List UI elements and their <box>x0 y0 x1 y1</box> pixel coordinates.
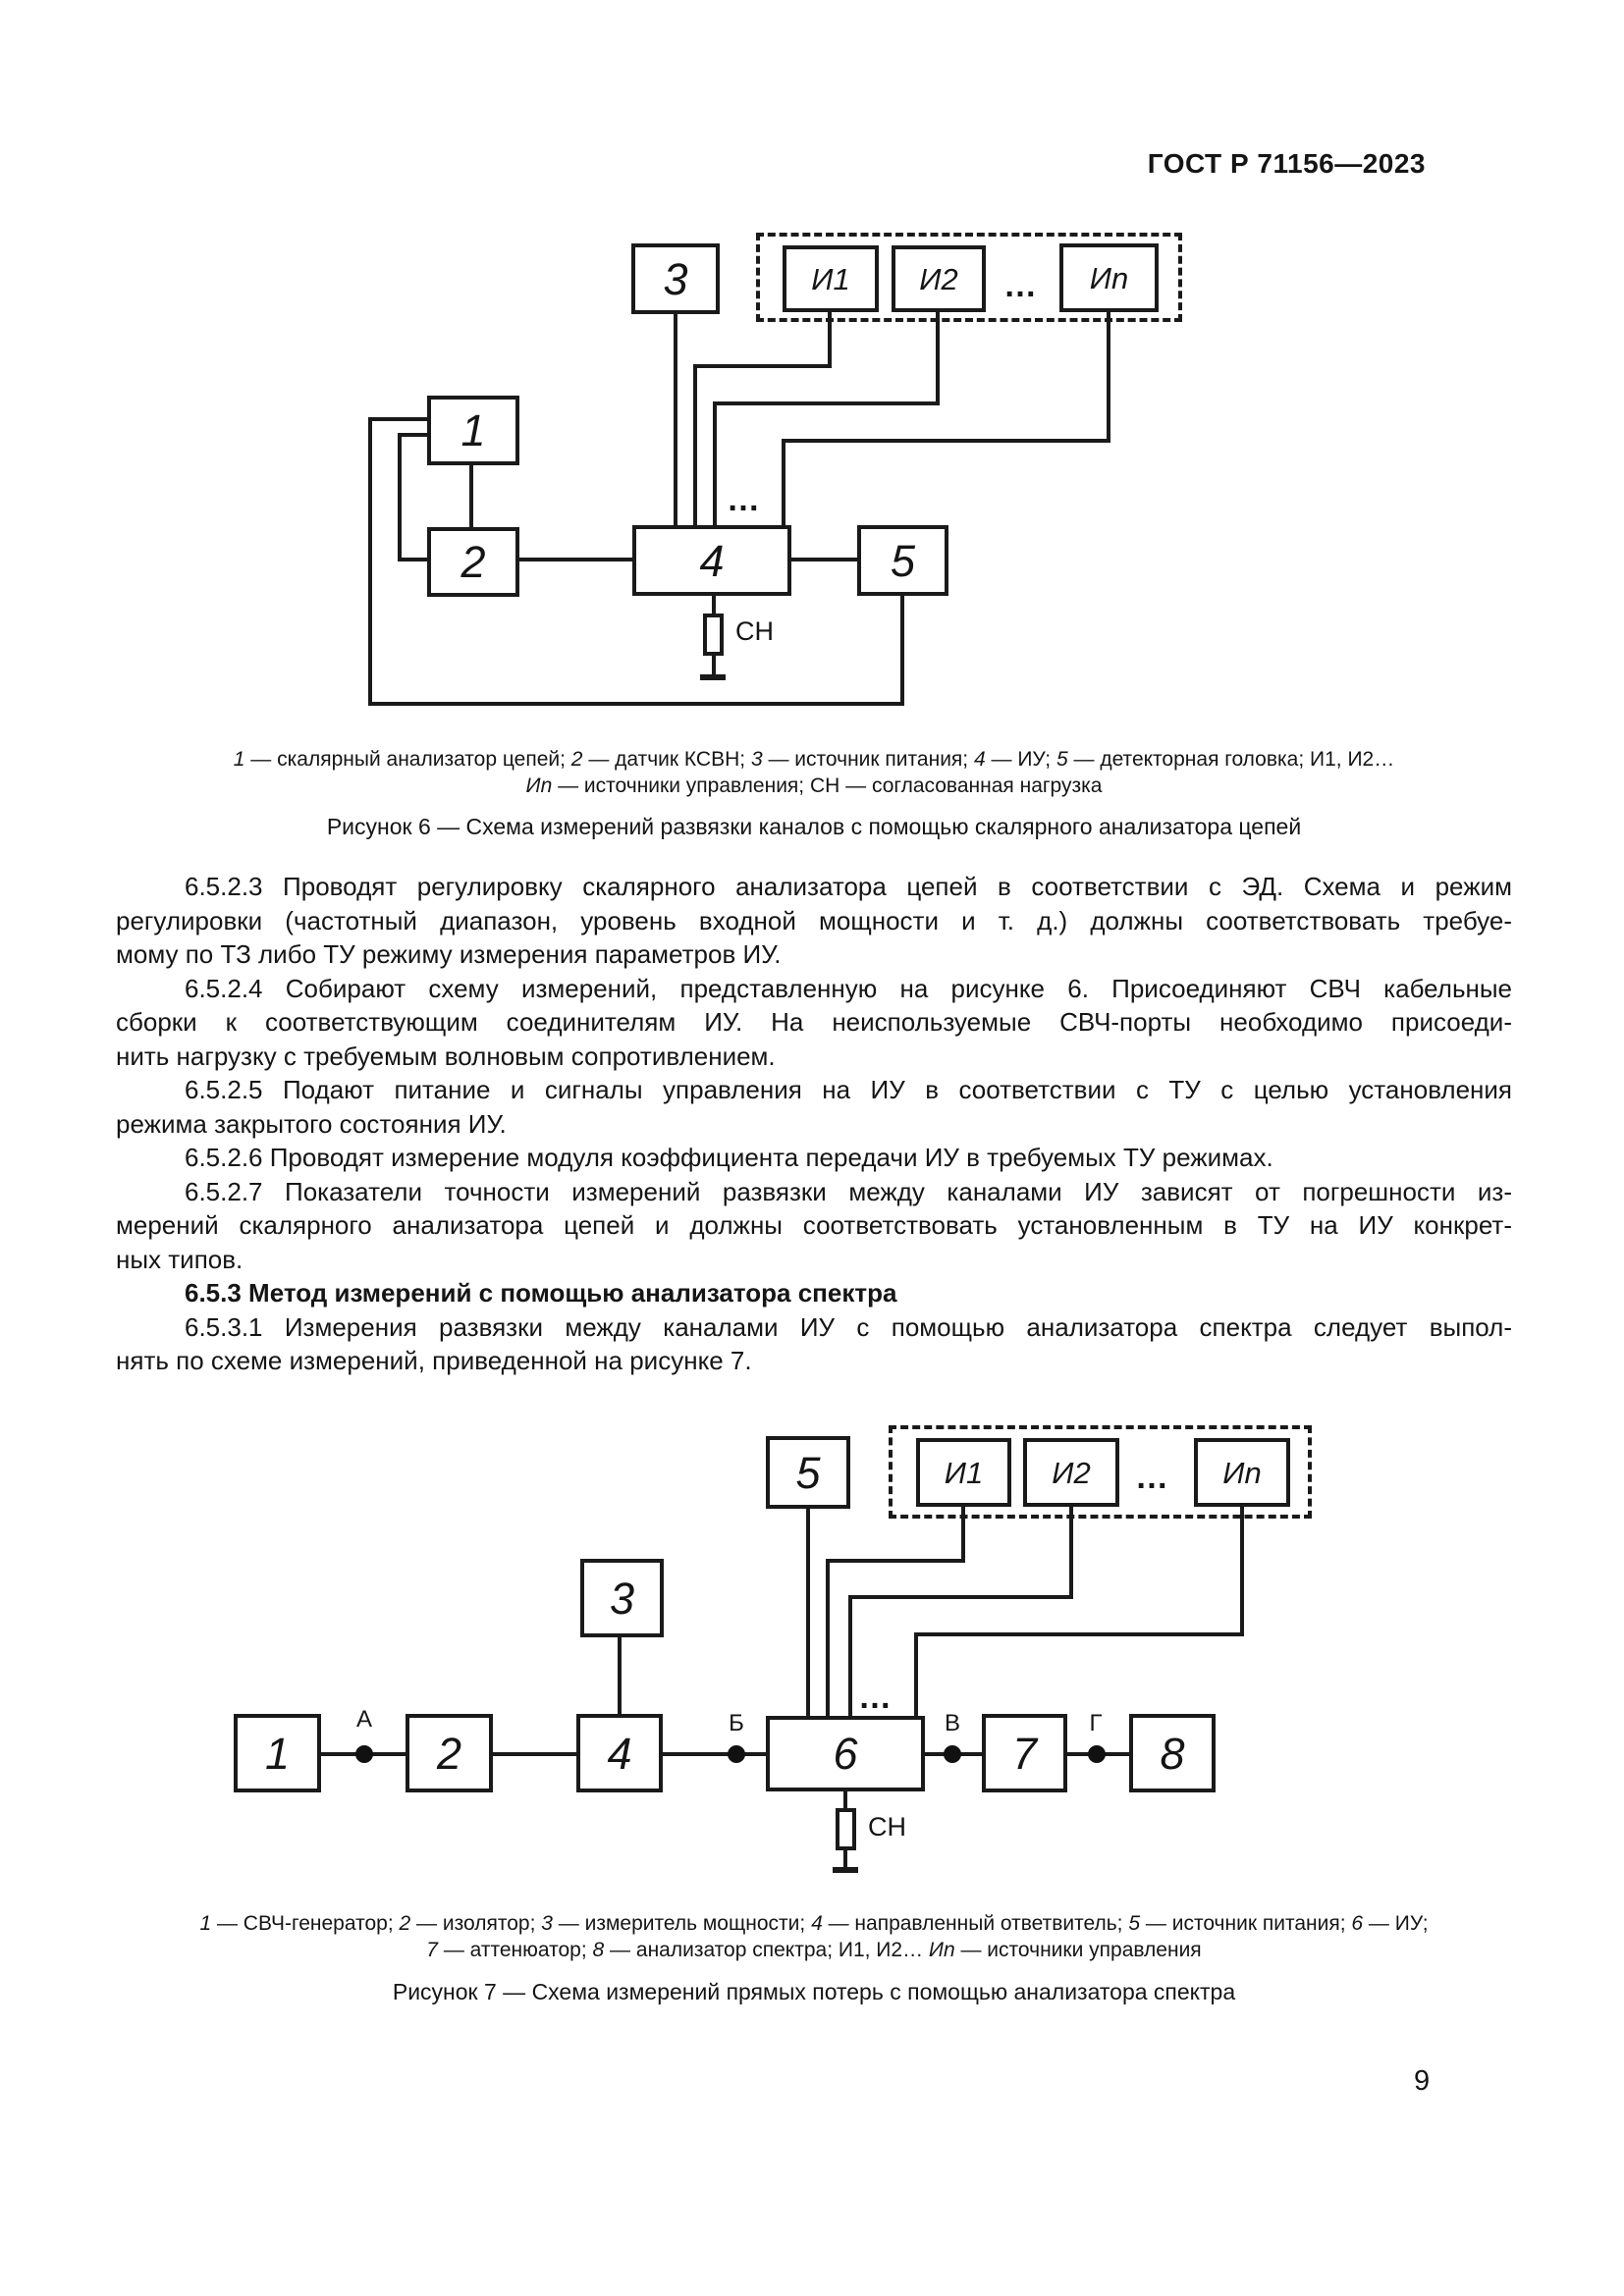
paragraph-line: 6.5.3.1 Измерения развязки между каналами ИУ с помощью анализатора спектра следует выпол- <box>185 1311 1512 1342</box>
paragraph-line: регулировки (частотный диапазон, уровень входной мощности и т. д.) должны соответствовать требуе- <box>116 905 1512 935</box>
paragraph-line: мерений скалярного анализатора цепей и должны соответствовать установленным в ТУ на ИУ конкрет- <box>116 1210 1512 1240</box>
paragraph-line: мому по ТЗ либо ТУ режиму измерения параметров ИУ. <box>116 939 782 969</box>
caption-segment: — датчик КСВН; <box>582 748 751 771</box>
fig7-node-g <box>1088 1745 1106 1763</box>
fig7-sources-ellipsis: … <box>1135 1459 1171 1496</box>
connector-line <box>1240 1507 1244 1636</box>
fig7-point-g-label: Г <box>1089 1710 1103 1736</box>
caption-segment: 5 <box>1056 748 1068 771</box>
caption-segment: 6 <box>1351 1912 1364 1935</box>
caption-segment: — аттенюатор; <box>437 1939 593 1961</box>
caption-segment: 3 <box>750 748 763 771</box>
paragraph-line: 6.5.2.6 Проводят измерение модуля коэффициента передачи ИУ в требуемых ТУ режимах. <box>185 1143 1273 1172</box>
caption-segment: 3 <box>541 1912 553 1935</box>
fig7-box-1-label: 1 <box>264 1728 291 1779</box>
caption-segment: Иn <box>525 774 553 797</box>
fig7-box-coupler <box>576 1714 663 1792</box>
caption-segment: — детекторная головка; И1, И2… <box>1067 748 1395 771</box>
fig7-src-i1-label: И1 <box>944 1455 984 1490</box>
caption-segment: — источник питания; <box>762 748 974 771</box>
fig7-matched-load-resistor <box>836 1808 856 1850</box>
fig7-box-5-label: 5 <box>795 1447 821 1498</box>
caption-segment: 1 <box>233 748 245 771</box>
fig7-point-v-label: В <box>944 1710 960 1736</box>
fig7-node-v <box>944 1745 961 1763</box>
paragraph-line: ных типов. <box>116 1244 244 1274</box>
caption-segment: 5 <box>1128 1912 1141 1935</box>
caption-segment: 8 <box>592 1939 605 1961</box>
fig7-box-source-in <box>1194 1438 1290 1507</box>
figure7-caption-line1 <box>116 1910 1512 1937</box>
fig6-box-4-label: 4 <box>699 535 725 586</box>
fig7-point-a-label: А <box>355 1706 372 1733</box>
fig6-box-1-label: 1 <box>460 405 486 455</box>
fig7-box-generator <box>234 1714 321 1792</box>
connector-line <box>843 1850 847 1867</box>
caption-segment: — источники управления; СН — согласованная нагрузка <box>552 774 1103 797</box>
connector-line <box>826 1559 965 1563</box>
fig7-box-spectrum-analyzer <box>1129 1714 1216 1792</box>
connector-line <box>848 1595 852 1716</box>
fig7-node-b <box>728 1745 745 1763</box>
figure6-title: Рисунок 6 — Схема измерений развязки каналов с помощью скалярного анализатора цепей <box>326 814 1302 839</box>
paragraph-line: сборки к соответствующим соединителям ИУ. На неиспользуемые СВЧ-порты необходимо присоеди- <box>116 1007 1512 1037</box>
connector-line <box>848 1595 1073 1599</box>
caption-segment: — ИУ; <box>1363 1912 1429 1935</box>
caption-segment: Иn <box>928 1939 955 1961</box>
fig7-box-4-label: 4 <box>607 1728 632 1779</box>
connector-line <box>806 1509 810 1716</box>
caption-segment: — ИУ; <box>985 748 1056 771</box>
fig7-box-dut <box>766 1716 925 1791</box>
caption-segment: — источник питания; <box>1140 1912 1352 1935</box>
fig7-box-8-label: 8 <box>1160 1728 1185 1779</box>
paragraph-line: 6.5.2.3 Проводят регулировку скалярного анализатора цепей в соответствии с ЭД. Схема и режим <box>185 872 1512 901</box>
fig7-src-in-label: Иn <box>1222 1455 1262 1490</box>
caption-segment: 1 <box>199 1912 212 1935</box>
figure7-caption-line2 <box>116 1937 1512 1963</box>
fig7-box-2-label: 2 <box>436 1728 462 1779</box>
fig7-box-source-i1 <box>916 1438 1011 1507</box>
fig7-box-isolator <box>406 1714 493 1792</box>
section-heading: 6.5.3 Метод измерений с помощью анализатора спектра <box>185 1278 897 1308</box>
caption-segment: 2 <box>570 748 583 771</box>
caption-segment: — изолятор; <box>410 1912 542 1935</box>
fig6-src-in-label: Иn <box>1089 260 1129 295</box>
fig7-src-i2-label: И2 <box>1052 1455 1091 1490</box>
caption-segment: 4 <box>811 1912 823 1935</box>
fig7-box-6-label: 6 <box>833 1729 858 1779</box>
fig7-point-b-label: Б <box>729 1710 744 1736</box>
caption-segment: 4 <box>973 748 986 771</box>
paragraph-line: 6.5.2.7 Показатели точности измерений развязки между каналами ИУ зависят от погрешности из- <box>185 1176 1512 1206</box>
fig6-box-3-label: 3 <box>663 253 688 304</box>
connector-line <box>826 1559 830 1716</box>
connector-line <box>914 1632 918 1716</box>
connector-line <box>843 1791 847 1808</box>
caption-segment: — скалярный анализатор цепей; <box>244 748 571 771</box>
paragraph-line: 6.5.2.5 Подают питание и сигналы управления на ИУ в соответствии с ТУ с целью установления <box>185 1075 1512 1104</box>
figure7-caption <box>116 1910 1512 1963</box>
paragraph-line: нить нагрузку с требуемым волновым сопротивлением. <box>116 1041 776 1071</box>
paragraph-line: нять по схеме измерений, приведенной на рисунке 7. <box>116 1346 752 1375</box>
page-header-standard-number: ГОСТ Р 71156—2023 <box>1147 148 1426 179</box>
fig6-box-2-label: 2 <box>460 537 486 587</box>
fig7-box-3-label: 3 <box>609 1573 635 1624</box>
caption-segment: — СВЧ-генератор; <box>211 1912 400 1935</box>
fig6-src-i1-label: И1 <box>811 261 850 296</box>
figure7-title: Рисунок 7 — Схема измерений прямых потерь с помощью анализатора спектра <box>392 1979 1236 2004</box>
connector-line <box>663 1752 766 1756</box>
fig6-matched-load-label: СН <box>735 616 774 646</box>
fig7-ports-ellipsis: … <box>858 1679 894 1716</box>
connector-line <box>618 1637 622 1714</box>
page-number: 9 <box>1414 2065 1431 2097</box>
connector-line <box>1069 1507 1073 1599</box>
caption-segment: — измеритель мощности; <box>552 1912 812 1935</box>
connector-line <box>961 1507 965 1563</box>
fig6-src-i2-label: И2 <box>919 261 958 296</box>
fig6-ports-ellipsis: … <box>727 481 763 518</box>
fig7-box-source-i2 <box>1023 1438 1119 1507</box>
fig7-box-power-meter <box>580 1559 664 1637</box>
fig7-box-7-label: 7 <box>1011 1728 1038 1779</box>
connector-line <box>914 1632 1244 1636</box>
fig7-node-a <box>355 1745 373 1763</box>
fig7-box-attenuator <box>982 1714 1067 1792</box>
connector-line <box>493 1752 576 1756</box>
fig7-matched-load-label: СН <box>868 1812 906 1842</box>
fig7-ground-icon <box>833 1867 858 1873</box>
caption-segment: 2 <box>399 1912 411 1935</box>
paragraph-line: 6.5.2.4 Собирают схему измерений, представленную на рисунке 6. Присоединяют СВЧ кабельные <box>185 973 1512 1003</box>
caption-segment: 7 <box>426 1939 438 1961</box>
fig6-sources-ellipsis: … <box>1003 267 1040 304</box>
caption-segment: — анализатор спектра; И1, И2… <box>604 1939 929 1961</box>
fig7-box-power-supply <box>766 1436 850 1509</box>
caption-segment: — источники управления <box>954 1939 1202 1961</box>
fig6-box-5-label: 5 <box>890 535 916 586</box>
paragraph-line: режима закрытого состояния ИУ. <box>116 1108 507 1139</box>
caption-segment: — направленный ответвитель; <box>822 1912 1129 1935</box>
